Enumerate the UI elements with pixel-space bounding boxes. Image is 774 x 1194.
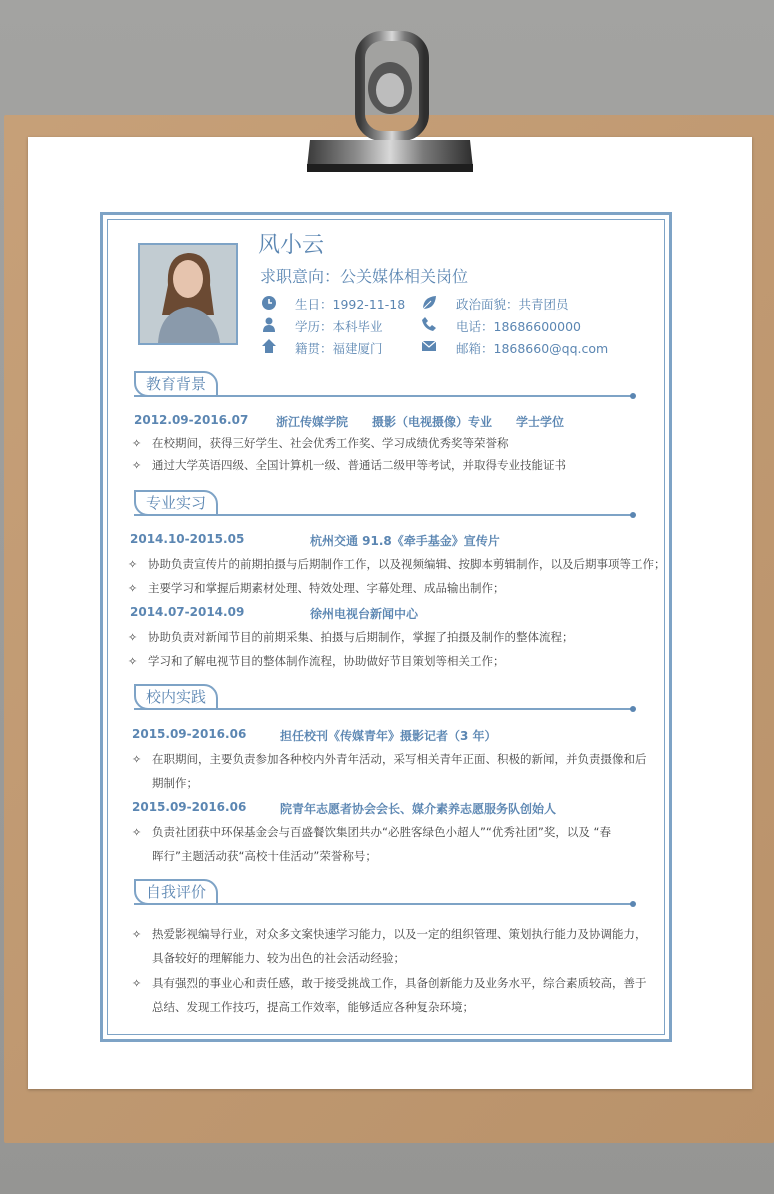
section-title-education: 教育背景 — [134, 371, 218, 397]
campus-period: 2015.09-2016.06 — [132, 800, 247, 814]
education-school: 浙江传媒学院 — [276, 415, 349, 429]
list-item-continuation: 总结、发现工作技巧，提高工作效率，能够适应各种复杂环境； — [152, 1000, 474, 1014]
user-icon — [261, 316, 277, 332]
bullet-icon: ✧ — [132, 826, 142, 839]
section-title-self: 自我评价 — [134, 879, 218, 905]
leaf-icon — [421, 295, 437, 311]
section-dot — [630, 901, 636, 907]
profile-photo — [138, 243, 238, 345]
info-politics: 政治面貌：共青团员 — [456, 297, 569, 312]
section-title-campus: 校内实践 — [134, 684, 218, 710]
job-intent: 求职意向：公关媒体相关岗位 — [260, 267, 469, 286]
binder-clip-icon — [305, 28, 475, 178]
internship-period: 2014.10-2015.05 — [130, 532, 245, 546]
bullet-icon: ✧ — [132, 977, 142, 990]
education-period: 2012.09-2016.07 — [134, 413, 249, 427]
list-item: ✧ 在校期间，获得三好学生、社会优秀工作奖、学习成绩优秀奖等荣誉称 — [132, 431, 509, 456]
bullet-icon: ✧ — [132, 753, 142, 766]
list-item-continuation: 晖行”主题活动获“高校十佳活动”荣誉称号； — [152, 849, 377, 863]
home-icon — [261, 338, 277, 354]
bullet-icon: ✧ — [128, 582, 138, 595]
list-item: ✧ 学习和了解电视节目的整体制作流程，协助做好节目策划等相关工作； — [128, 649, 505, 674]
list-item-continuation: 期制作； — [152, 776, 198, 790]
bullet-icon: ✧ — [128, 631, 138, 644]
campus-title: 院青年志愿者协会会长、媒介素养志愿服务队创始人 — [280, 802, 557, 816]
info-email: 邮箱：1868660@qq.com — [456, 341, 609, 356]
list-item: ✧ 热爱影视编导行业，对众多文案快速学习能力，以及一定的组织管理、策划执行能力及协调能力， — [132, 922, 647, 947]
education-major: 摄影（电视摄像）专业 — [372, 415, 493, 429]
bullet-icon: ✧ — [132, 928, 142, 941]
list-item-continuation: 具备较好的理解能力、较为出色的社会活动经验； — [152, 951, 405, 965]
mail-icon — [421, 338, 437, 354]
list-item: ✧ 通过大学英语四级、全国计算机一级、普通话二级甲等考试，并取得专业技能证书 — [132, 453, 566, 478]
resume-name: 风小云 — [258, 233, 325, 258]
list-item: ✧ 协助负责对新闻节目的前期采集、拍摄与后期制作，掌握了拍摄及制作的整体流程； — [128, 625, 574, 650]
education-degree: 学士学位 — [516, 415, 565, 429]
bullet-icon: ✧ — [132, 437, 142, 450]
clock-icon — [261, 295, 277, 311]
bullet-icon: ✧ — [128, 655, 138, 668]
list-item: ✧ 协助负责宣传片的前期拍摄与后期制作工作，以及视频编辑、按脚本剪辑制作，以及后期事项等工作； — [128, 552, 666, 577]
section-title-internship: 专业实习 — [134, 490, 218, 516]
internship-title: 杭州交通 91.8《牵手基金》宣传片 — [310, 534, 500, 548]
list-item: ✧ 在职期间，主要负责参加各种校内外青年活动，采写相关青年正面、积极的新闻，并负责摄像和后 — [132, 747, 647, 772]
list-item: ✧ 主要学习和掌握后期素材处理、特效处理、字幕处理、成品输出制作； — [128, 576, 505, 601]
info-education: 学历：本科毕业 — [295, 319, 383, 334]
internship-title: 徐州电视台新闻中心 — [310, 607, 419, 621]
info-hometown: 籍贯：福建厦门 — [295, 341, 383, 356]
campus-title: 担任校刊《传媒青年》摄影记者（3 年） — [280, 729, 497, 743]
info-birth: 生日：1992-11-18 — [295, 297, 406, 312]
section-dot — [630, 393, 636, 399]
list-item: ✧ 具有强烈的事业心和责任感，敢于接受挑战工作，具备创新能力及业务水平，综合素质较高，善于 — [132, 971, 647, 996]
phone-icon — [421, 316, 437, 332]
internship-period: 2014.07-2014.09 — [130, 605, 245, 619]
info-phone: 电话：18686600000 — [456, 319, 581, 334]
list-item: ✧ 负责社团获中环保基金会与百盛餐饮集团共办“必胜客绿色小超人”“优秀社团”奖，以及 “春 — [132, 820, 611, 845]
section-dot — [630, 706, 636, 712]
bullet-icon: ✧ — [132, 459, 142, 472]
section-dot — [630, 512, 636, 518]
bullet-icon: ✧ — [128, 558, 138, 571]
campus-period: 2015.09-2016.06 — [132, 727, 247, 741]
